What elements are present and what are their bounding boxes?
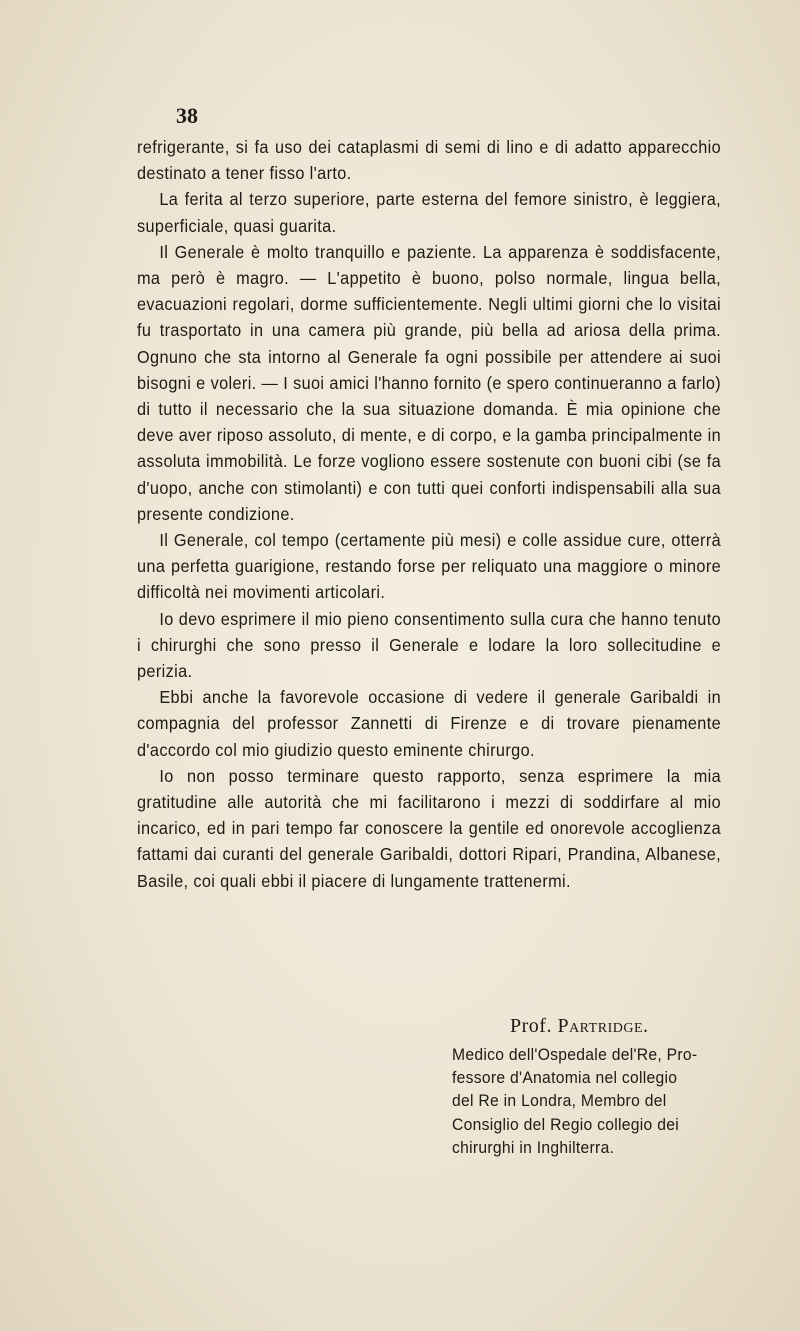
signature-line-1: Medico dell'Ospedale del'Re, Pro- (452, 1046, 698, 1064)
paragraph-7: Io non posso terminare questo rapporto, senza esprimere la mia gratitudine alle autorità che mi facilitarono i mezzi di soddirfare al mio incarico, ed in pari tempo far conoscere la gentile ed onorevole accoglienza fattami dai curanti del generale Garibaldi, dottori Ripari, Prandina, Albanese, Basile, coi quali ebbi il piacere di lungamente trattenermi. (137, 765, 722, 891)
paragraph-2: La ferita al terzo superiore, parte esterna del femore sinistro, è leggiera, superficiale, quasi guarita. (137, 189, 722, 236)
paragraph-4: Il Generale, col tempo (certamente più mesi) e colle assidue cure, otterrà una perfetta guarigione, restando forse per reliquato una maggiore o minore difficoltà nei movimenti articolari. (137, 530, 722, 603)
signature-surname: Partridge. (557, 1015, 649, 1037)
signature-line-4: Consiglio del Regio collegio dei (452, 1115, 679, 1134)
paragraph-5: Io devo esprimere il mio pieno consentimento sulla cura che hanno tenuto i chirurghi che sono presso il Generale e lodare la loro sollecitudine e perizia. (137, 608, 722, 682)
signature-description (452, 1044, 737, 1160)
page-number: 38 (176, 103, 198, 128)
paragraph-3: Il Generale è molto tranquillo e paziente. La apparenza è soddisfacente, ma però è magro. — L'appetito è buono, polso normale, lingua bella, evacuazioni regolari, dorme sufficientemente. Negli ultimi giorni che lo visitai fu trasportato in una camera più grande, più bella ad ariosa della prima. Ognuno che sta intorno al Generale fa ogni possibile per attendere ai suoi bisogni e voleri. — I suoi amici l'hanno fornito (e spero continueranno a farlo) di tutto il necessario che la sua situazione domanda. È mia opinione che deve aver riposo assoluto, di mente, e di corpo, e la gamba principalmente in assoluta immobilità. Le forze vogliono essere sostenute con buoni cibi (se fa d'uopo, anche con stimolanti) e con tutti quei conforti indispensabili alla sua presente condizione. (137, 241, 722, 524)
body-text (137, 134, 721, 894)
signature-block (452, 1012, 752, 1160)
signature-line-3: del Re in Londra, Membro del (452, 1092, 667, 1111)
paragraph-6: Ebbi anche la favorevole occasione di vedere il generale Garibaldi in compagnia del professor Zannetti di Firenze e di trovare pienamente d'accordo col mio giudizio questo eminente chirurgo. (137, 687, 722, 760)
signature-line-5: chirurghi in Inghilterra. (452, 1138, 615, 1157)
signature-name (510, 1012, 752, 1040)
signature-prefix: Prof. (510, 1015, 552, 1037)
signature-line-2: fessore d'Anatomia nel collegio (452, 1069, 678, 1088)
paragraph-1: refrigerante, si fa uso dei cataplasmi di semi di lino e di adatto apparecchio destinato a tener fisso l'arto. (137, 137, 722, 184)
